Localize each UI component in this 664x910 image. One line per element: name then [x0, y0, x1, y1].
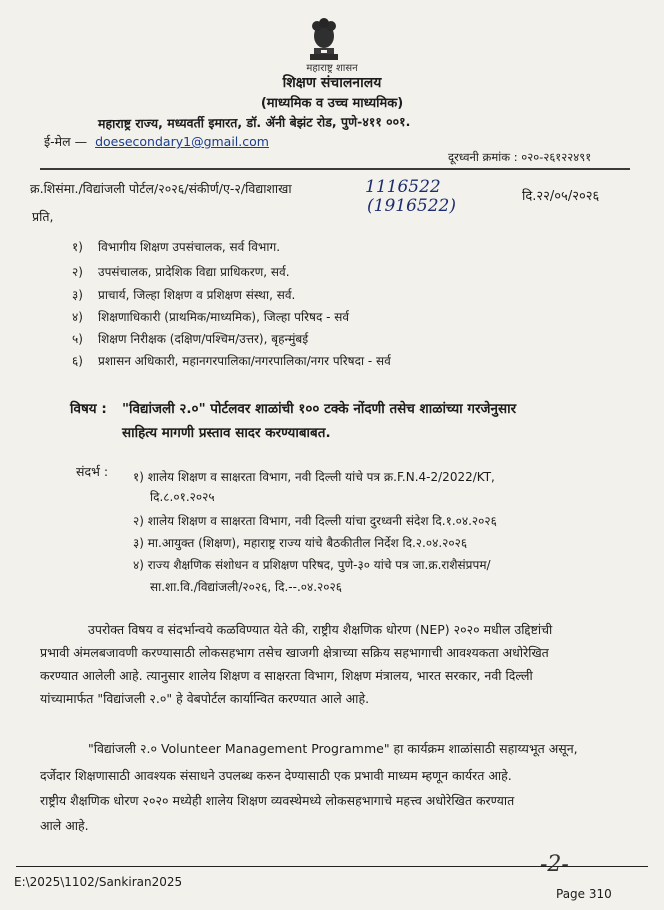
paragraph-line: राष्ट्रीय शैक्षणिक धोरण २०२० मध्येही शालेय शिक्षण व्यवस्थेमध्ये लोकसहभागाचे महत्त्व अधोरेखित करण्यात: [40, 793, 515, 808]
handwritten-page-number: -2-: [540, 852, 569, 877]
recipient-item: ५) शिक्षण निरीक्षक (दक्षिण/पश्चिम/उत्तर), बृहन्मुंबई: [72, 332, 309, 346]
paragraph-line: यांच्यामार्फत "विद्यांजली २.०" हे वेबपोर्टल कार्यान्वित करण्यात आले आहे.: [40, 691, 370, 706]
paragraph-line: करण्यात आलेली आहे. त्यानुसार शालेय शिक्षण व साक्षरता विभाग, शिक्षण मंत्रालय, भारत सरकार, नवी दिल्ली: [40, 668, 533, 683]
to-label: प्रति,: [32, 209, 54, 224]
state-emblem-icon: [302, 14, 346, 64]
email-row: [44, 133, 269, 150]
email-link[interactable]: doesecondary1@gmail.com: [95, 134, 269, 149]
references-label: संदर्भ :: [76, 464, 109, 479]
reference-item: ४) राज्य शैक्षणिक संशोधन व प्रशिक्षण परिषद, पुणे-३० यांचे पत्र जा.क्र.राशैसंप्रपम/: [133, 558, 491, 572]
reference-item: १) शालेय शिक्षण व साक्षरता विभाग, नवी दिल्ली यांचे पत्र क्र.F.N.4-2/2022/KT,: [133, 470, 495, 484]
handwritten-inward-number: 1116522: [365, 177, 441, 197]
footer-divider: [16, 866, 648, 867]
govt-name: महाराष्ट्र शासन: [306, 63, 358, 74]
paragraph-line: उपरोक्त विषय व संदर्भान्वये कळविण्यात येते की, राष्ट्रीय शैक्षणिक धोरण (NEP) २०२० मधील उद्दिष्टांची: [88, 622, 553, 637]
recipient-item: ३) प्राचार्य, जिल्हा शिक्षण व प्रशिक्षण संस्था, सर्व.: [72, 288, 296, 302]
paragraph-line: "विद्यांजली २.० Volunteer Management Programme" हा कार्यक्रम शाळांसाठी सहाय्यभूत असून,: [88, 741, 578, 756]
office-address: महाराष्ट्र राज्य, मध्यवर्ती इमारत, डॉ. ॲनी बेझंट रोड, पुणे-४११ ००१.: [97, 113, 411, 132]
recipient-item: १) विभागीय शिक्षण उपसंचालक, सर्व विभाग.: [72, 240, 281, 254]
reference-item: २) शालेय शिक्षण व साक्षरता विभाग, नवी दिल्ली यांचा दुरध्वनी संदेश दि.१.०४.२०२६: [133, 514, 497, 528]
reference-item: सा.शा.वि./विद्यांजली/२०२६, दि.--.०४.२०२६: [150, 580, 343, 594]
email-label: ई-मेल —: [44, 134, 88, 149]
reference-number: क्र.शिसंमा./विद्यांजली पोर्टल/२०२६/संकीर्ण/ए-२/विद्याशाखा: [30, 181, 292, 196]
page-number: Page 310: [556, 887, 612, 901]
subject-label: विषय :: [70, 401, 107, 417]
paragraph-line: प्रभावी अंमलबजावणी करण्यासाठी लोकसहभाग तसेच खाजगी क्षेत्राच्या सक्रिय सहभागाची आवश्यकता अधोरेखित: [40, 645, 549, 660]
paragraph-line: आले आहे.: [40, 818, 89, 833]
phone-number: दूरध्वनी क्रमांक : ०२०-२६१२२४९१: [448, 150, 592, 164]
letter-date: दि.२२/०५/२०२६: [522, 189, 600, 204]
reference-item: दि.८.०१.२०२५: [150, 490, 215, 504]
header-divider: [40, 168, 630, 170]
file-path: E:\2025\1102/Sankiran2025: [14, 875, 183, 889]
subject-line: विषय : "विद्यांजली २.०" पोर्टलवर शाळांची १०० टक्के नोंदणी तसेच शाळांच्या गरजेनुसार: [70, 401, 517, 417]
office-name: शिक्षण संचालनालय: [282, 75, 382, 91]
reference-item: ३) मा.आयुक्त (शिक्षण), महाराष्ट्र राज्य यांचे बैठकीतील निर्देश दि.२.०४.२०२६: [133, 536, 468, 550]
handwritten-inward-number-2: (1916522): [367, 196, 456, 216]
subject-line-2: साहित्य मागणी प्रस्ताव सादर करण्याबाबत.: [122, 425, 331, 441]
recipient-item: ६) प्रशासन अधिकारी, महानगरपालिका/नगरपालिका/नगर परिषदा - सर्व: [72, 354, 391, 368]
office-wing: (माध्यमिक व उच्च माध्यमिक): [260, 96, 404, 111]
recipient-item: २) उपसंचालक, प्रादेशिक विद्या प्राधिकरण, सर्व.: [72, 265, 290, 279]
recipient-item: ४) शिक्षणाधिकारी (प्राथमिक/माध्यमिक), जिल्हा परिषद - सर्व: [72, 310, 350, 324]
paragraph-line: दर्जेदार शिक्षणासाठी आवश्यक संसाधने उपलब्ध करुन देण्यासाठी एक प्रभावी माध्यम म्हणून कार्यरत आहे.: [40, 768, 512, 783]
